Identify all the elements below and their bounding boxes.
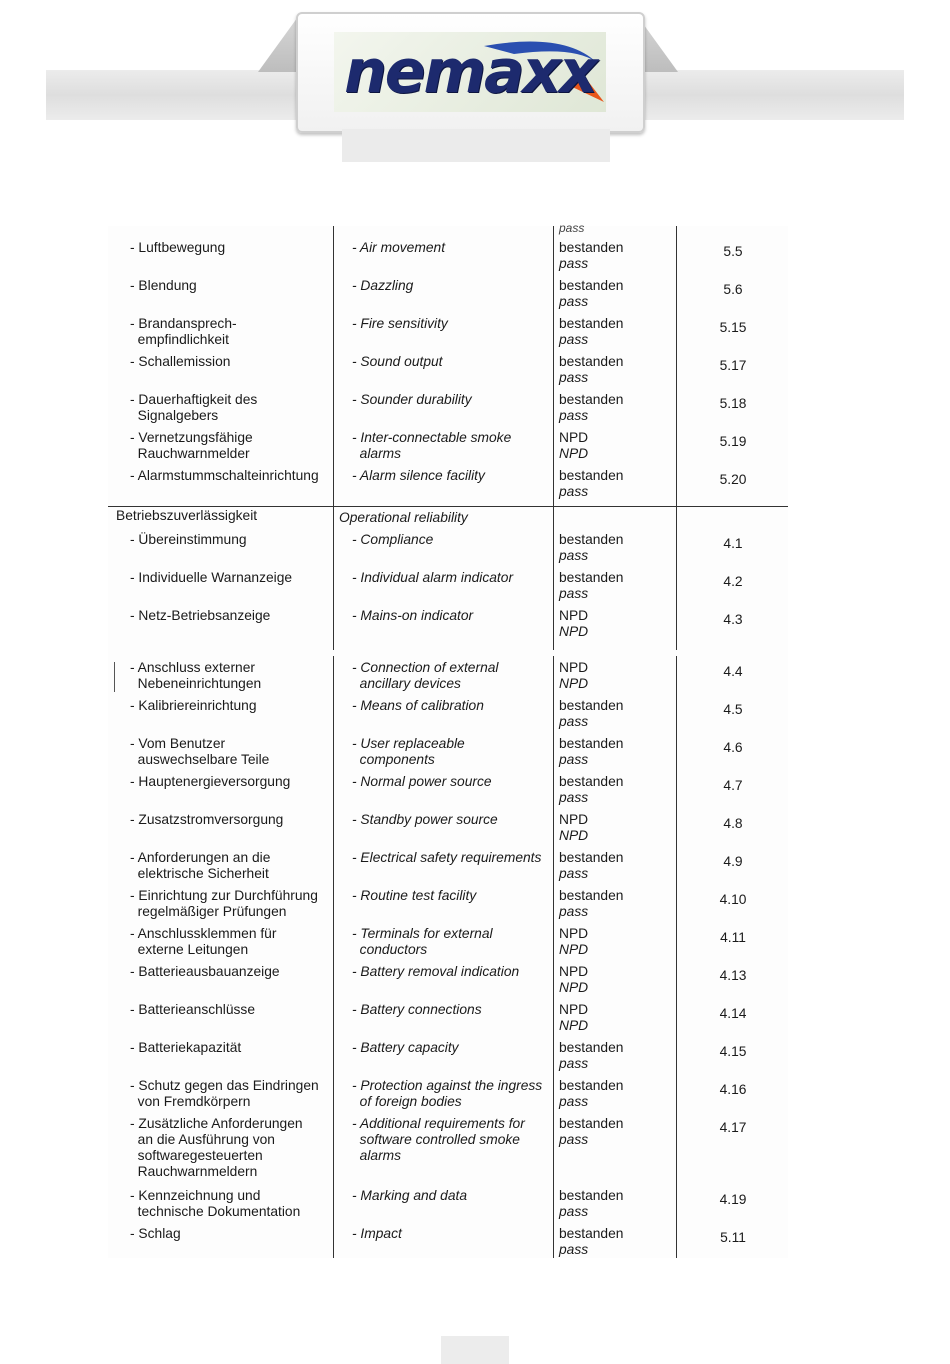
clause-ref: 4.9 <box>723 854 743 869</box>
requirement-de: - Vernetzungsfähige Rauchwarnmelder <box>130 430 253 461</box>
clause-ref: 5.20 <box>719 472 747 487</box>
result-en: pass <box>559 370 589 385</box>
clause-ref: 5.18 <box>719 396 747 411</box>
result-en: pass <box>559 904 589 919</box>
logo <box>334 32 606 112</box>
requirement-en: - Additional requirements for software controlled smoke alarms <box>352 1116 525 1163</box>
result-en: pass <box>559 1056 589 1071</box>
result-de: NPD <box>559 430 589 445</box>
clause-ref: 5.11 <box>720 1230 746 1245</box>
logo-box <box>296 12 645 133</box>
clause-ref: 4.1 <box>723 536 743 551</box>
requirement-en: - Compliance <box>352 532 434 547</box>
clause-ref: 5.17 <box>719 358 747 373</box>
requirement-en: - Fire sensitivity <box>352 316 448 331</box>
clause-ref: 4.6 <box>723 740 743 755</box>
result-de: bestanden <box>559 316 624 331</box>
requirement-en: - Air movement <box>352 240 446 255</box>
requirement-de: - Schutz gegen das Eindringen von Fremdkörpern <box>130 1078 319 1109</box>
result-en: NPD <box>559 446 589 461</box>
result-de: bestanden <box>559 1078 624 1093</box>
section-rule <box>108 506 788 507</box>
result <box>559 888 623 920</box>
result <box>559 316 623 348</box>
section-title-en: Operational reliability <box>339 510 468 525</box>
clause-ref: 4.15 <box>719 1044 747 1059</box>
result-de: bestanden <box>559 354 624 369</box>
result-en: pass <box>559 548 589 563</box>
requirement-en: - Battery connections <box>352 1002 482 1017</box>
requirement-de: - Individuelle Warnanzeige <box>130 570 293 585</box>
requirement-en: - Terminals for external conductors <box>352 926 493 957</box>
result <box>559 850 623 882</box>
result-en: pass <box>559 256 589 271</box>
result-en: pass <box>559 752 589 767</box>
requirement-de: - Netz-Betriebsanzeige <box>130 608 271 623</box>
cut-off-fragment: pass <box>559 221 585 235</box>
result-de: NPD <box>559 608 589 623</box>
requirement-en: - Connection of external ancillary devices <box>352 660 499 691</box>
result-en: pass <box>559 1094 589 1109</box>
result-de: bestanden <box>559 468 624 483</box>
result-en: pass <box>559 408 589 423</box>
result-de: bestanden <box>559 278 624 293</box>
requirement-de: - Schallemission <box>130 354 231 369</box>
result <box>559 812 588 844</box>
column-rule <box>333 226 334 650</box>
requirement-en: - Marking and data <box>352 1188 468 1203</box>
result <box>559 240 623 272</box>
result-de: NPD <box>559 964 589 979</box>
requirement-de: - Hauptenergieversorgung <box>130 774 291 789</box>
result <box>559 354 623 386</box>
requirement-en: - Inter-connectable smoke alarms <box>352 430 512 461</box>
result-de: bestanden <box>559 888 624 903</box>
result-en: pass <box>559 484 589 499</box>
result-de: bestanden <box>559 570 624 585</box>
result-en: NPD <box>559 942 589 957</box>
result-de: NPD <box>559 812 589 827</box>
requirement-de: - Zusatzstromversorgung <box>130 812 284 827</box>
result <box>559 608 588 640</box>
clause-ref: 4.4 <box>723 664 743 679</box>
requirement-de: - Einrichtung zur Durchführung regelmäßiger Prüfungen <box>130 888 318 919</box>
requirement-en: - Standby power source <box>352 812 498 827</box>
test-results-table <box>108 221 788 1258</box>
requirement-de: - Brandansprech- empfindlichkeit <box>130 316 237 347</box>
requirement-en: - Normal power source <box>352 774 492 789</box>
requirement-de: - Übereinstimmung <box>130 532 247 547</box>
result-de: bestanden <box>559 1188 624 1203</box>
requirement-de: - Dauerhaftigkeit des Signalgebers <box>130 392 258 423</box>
requirement-de: - Anschluss externer Nebeneinrichtungen <box>130 660 262 691</box>
result-en: pass <box>559 1204 589 1219</box>
result <box>559 570 623 602</box>
result <box>559 1116 623 1148</box>
clause-ref: 4.19 <box>719 1192 747 1207</box>
result-de: NPD <box>559 1002 589 1017</box>
requirement-en: - Impact <box>352 1226 402 1241</box>
requirement-de: - Luftbewegung <box>130 240 226 255</box>
requirement-de: - Kennzeichnung und technische Dokumentation <box>130 1188 301 1219</box>
clause-ref: 4.11 <box>720 930 746 945</box>
result <box>559 1002 588 1034</box>
result-de: bestanden <box>559 1040 624 1055</box>
clause-ref: 5.15 <box>719 320 747 335</box>
result <box>559 698 623 730</box>
requirement-de: - Batterieanschlüsse <box>130 1002 256 1017</box>
result <box>559 278 623 310</box>
result-en: pass <box>559 790 589 805</box>
result-de: bestanden <box>559 850 624 865</box>
requirement-en: - Alarm silence facility <box>352 468 485 483</box>
result-de: bestanden <box>559 1116 624 1131</box>
requirement-de: - Blendung <box>130 278 197 293</box>
result-de: bestanden <box>559 392 624 407</box>
clause-ref: 4.16 <box>719 1082 747 1097</box>
column-rule <box>553 656 554 1258</box>
result-en: pass <box>559 1132 589 1147</box>
requirement-de: - Zusätzliche Anforderungen an die Ausführung von softwaregesteuerten Rauchwarnmeldern <box>130 1116 303 1179</box>
clause-ref: 4.2 <box>723 574 743 589</box>
result <box>559 926 588 958</box>
requirement-de: - Anforderungen an die elektrische Sicherheit <box>130 850 271 881</box>
result-de: bestanden <box>559 736 624 751</box>
result <box>559 532 623 564</box>
column-rule <box>676 226 677 650</box>
clause-ref: 4.14 <box>719 1006 747 1021</box>
clause-ref: 4.8 <box>723 816 743 831</box>
section-title-de: Betriebszuverlässigkeit <box>116 508 258 523</box>
clause-ref: 4.10 <box>719 892 747 907</box>
logo-text: nemaxx <box>344 37 596 107</box>
requirement-en: - Battery capacity <box>352 1040 459 1055</box>
requirement-de: - Schlag <box>130 1226 181 1241</box>
result-en: pass <box>559 294 589 309</box>
result-en: pass <box>559 1242 589 1257</box>
page-number-tab <box>441 1336 509 1364</box>
clause-ref: 4.5 <box>723 702 743 717</box>
requirement-de: - Anschlussklemmen für externe Leitungen <box>130 926 277 957</box>
column-rule <box>553 226 554 650</box>
column-rule <box>676 656 677 1258</box>
column-rule <box>333 656 334 1258</box>
clause-ref: 4.17 <box>719 1120 747 1135</box>
result-de: bestanden <box>559 532 624 547</box>
result <box>559 1078 623 1110</box>
requirement-en: - Means of calibration <box>352 698 484 713</box>
result <box>559 1040 623 1072</box>
clause-ref: 5.6 <box>723 282 743 297</box>
requirement-en: - Battery removal indication <box>352 964 520 979</box>
clause-ref: 4.7 <box>723 778 743 793</box>
result <box>559 736 623 768</box>
clause-ref: 5.5 <box>723 244 743 259</box>
clause-ref: 5.19 <box>719 434 747 449</box>
requirement-de: - Batteriekapazität <box>130 1040 242 1055</box>
result <box>559 1188 623 1220</box>
result-en: NPD <box>559 676 589 691</box>
result <box>559 774 623 806</box>
result-de: bestanden <box>559 698 624 713</box>
margin-mark <box>114 662 115 692</box>
requirement-en: - Electrical safety requirements <box>352 850 542 865</box>
result <box>559 964 588 996</box>
result-en: NPD <box>559 624 589 639</box>
result-de: bestanden <box>559 774 624 789</box>
result-en: pass <box>559 866 589 881</box>
result-en: NPD <box>559 1018 589 1033</box>
requirement-en: - User replaceable components <box>352 736 465 767</box>
requirement-en: - Sounder durability <box>352 392 472 407</box>
requirement-de: - Alarmstummschalteinrichtung <box>130 468 319 483</box>
clause-ref: 4.3 <box>723 612 743 627</box>
result-de: bestanden <box>559 1226 624 1241</box>
result <box>559 468 623 500</box>
result-de: NPD <box>559 660 589 675</box>
result-en: pass <box>559 586 589 601</box>
clause-ref: 4.13 <box>719 968 747 983</box>
result-de: NPD <box>559 926 589 941</box>
result-en: pass <box>559 332 589 347</box>
requirement-en: - Routine test facility <box>352 888 477 903</box>
requirement-en: - Protection against the ingress of foreign bodies <box>352 1078 543 1109</box>
requirement-en: - Dazzling <box>352 278 414 293</box>
result-en: NPD <box>559 828 589 843</box>
result-en: pass <box>559 714 589 729</box>
result <box>559 1226 623 1258</box>
requirement-en: - Individual alarm indicator <box>352 570 514 585</box>
header-tab <box>342 129 610 162</box>
requirement-en: - Sound output <box>352 354 443 369</box>
result-de: bestanden <box>559 240 624 255</box>
result <box>559 392 623 424</box>
requirement-de: - Kalibriereinrichtung <box>130 698 257 713</box>
requirement-de: - Batterieausbauanzeige <box>130 964 280 979</box>
requirement-en: - Mains-on indicator <box>352 608 474 623</box>
requirement-de: - Vom Benutzer auswechselbare Teile <box>130 736 270 767</box>
result-en: NPD <box>559 980 589 995</box>
result <box>559 430 588 462</box>
result <box>559 660 588 692</box>
